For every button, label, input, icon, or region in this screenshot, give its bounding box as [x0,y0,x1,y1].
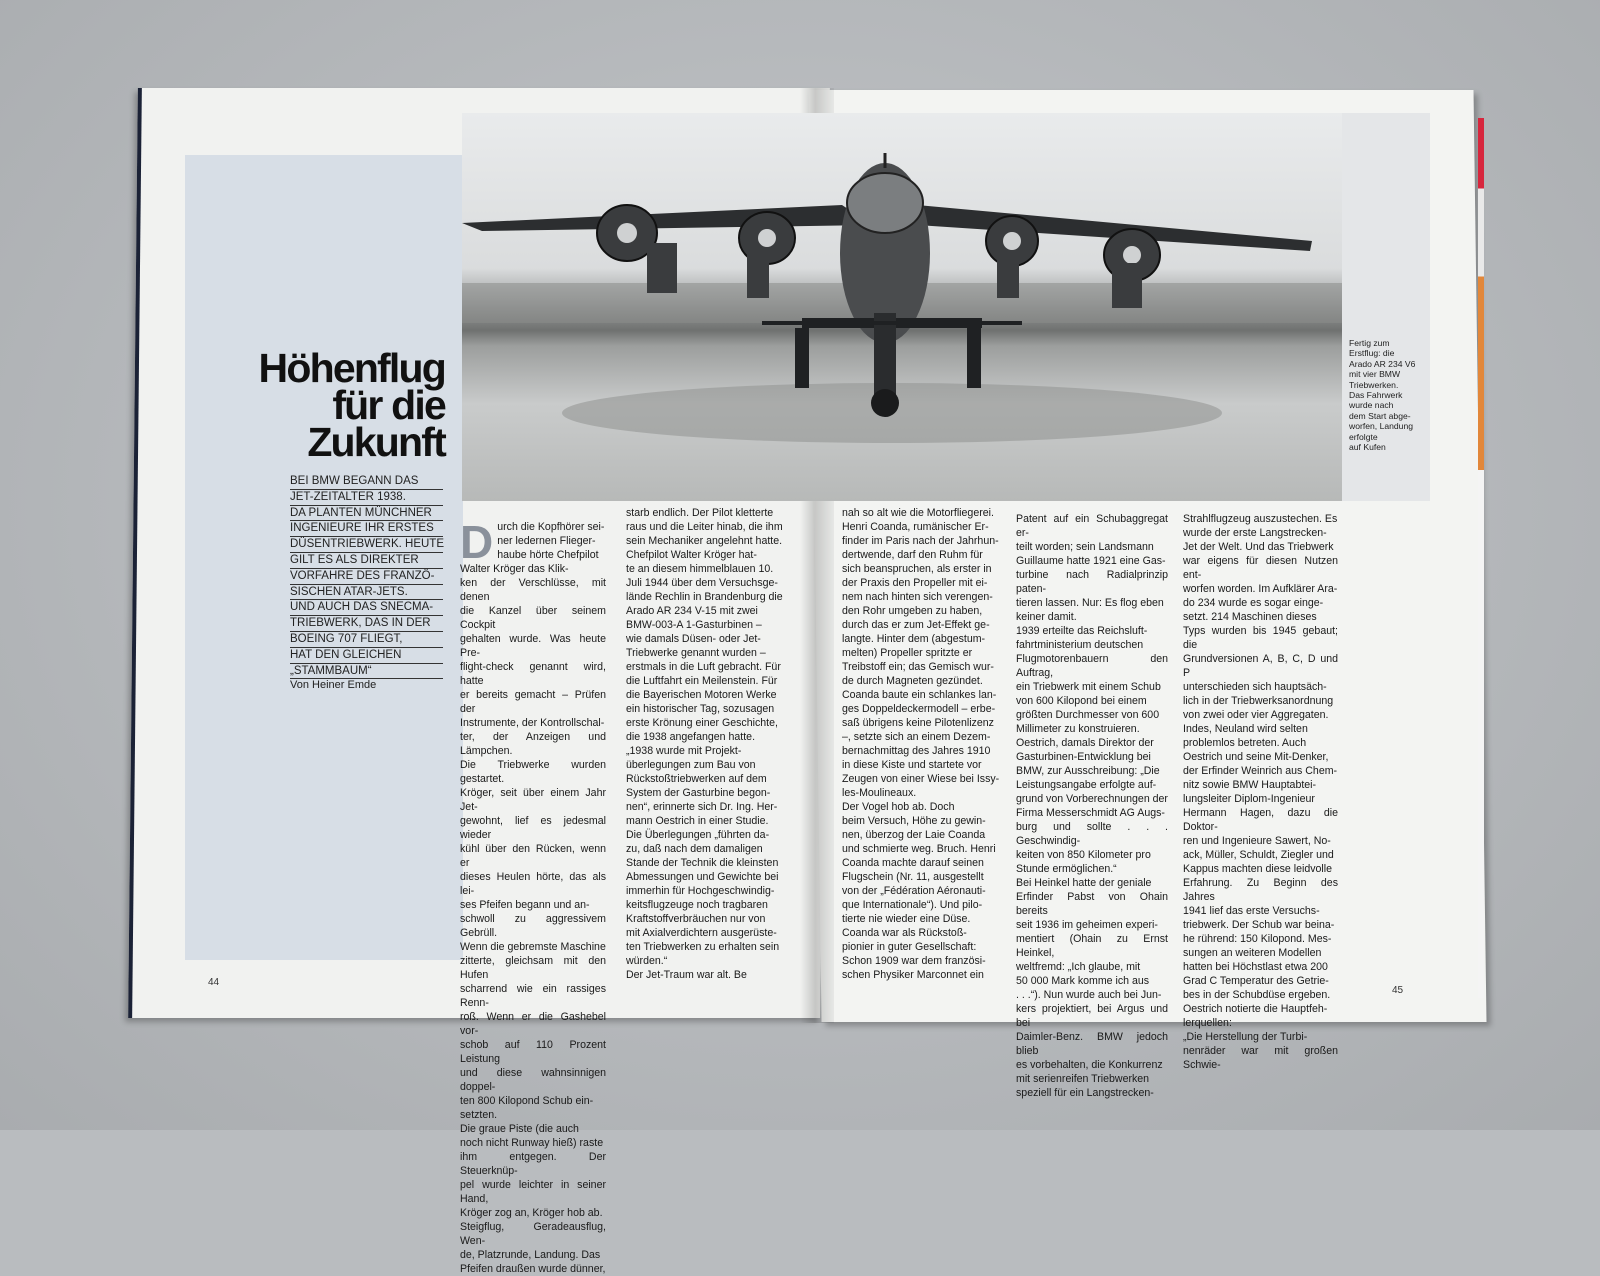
deck-line: VORFAHRE DES FRANZÖ- [290,569,443,585]
body-column-4: Patent auf ein Schubaggregat er- teilt worden; sein Landsmann Guillaume hatte 1921 eine Gas- turbine nach Radialprinzip paten- tieren lassen. Nur: Es flog eben keiner damit. 1939 erteilte das Reichsluft- fahrtministerium deutschen Flugmotorenbauern den Auftrag, ein Triebwerk mit einem Schub von 600 Kilopond bei einem größten Durchmesser von 600 Millimeter zu konstruieren. Oestrich, damals Direktor der Gasturbinen-Entwicklung bei BMW, zur Ausschreibung: „Die Leistungsangabe erfolgte auf- grund von Vorberechnungen der Firma Messerschmidt AG Augs- burg und sollte . . . Geschwindig- keiten von 850 Kilometer pro Stunde ermöglichen.“ Bei Heinkel hatte der geniale Erfinder Pabst von Ohain bereits seit 1936 im geheimen experi- mentiert (Ohain zu Ernst Heinkel, weltfremd: „Ich glaube, mit 50 000 Mark komme ich aus . . .“). Nun wurde auch bei Jun- kers projektiert, bei Argus und bei Daimler-Benz. BMW jedoch blieb es vorbehalten, die Konkurrenz mit serienreifen Triebwerken speziell für ein Langstrecken- [1016,513,1168,1099]
headline-line-1: Höhenflug [258,345,445,391]
photo-caption: Fertig zum Erstflug: die Arado AR 234 V6 mit vier BMW Triebwerken. Das Fahrwerk wurde nach dem Start abge- worfen, Landung erfolgte auf Kufen [1349,338,1416,453]
article-deck [290,474,443,679]
page-number-right: 45 [1392,985,1404,996]
deck-line: SISCHEN ATAR-JETS. [290,585,443,601]
deck-line: DA PLANTEN MÜNCHNER [290,506,443,522]
page-edges [1478,118,1484,998]
body-column-1 [460,506,606,1275]
deck-line: TRIEBWERK, DAS IN DER [290,616,443,632]
headline-line-3: Zukunft [307,419,445,465]
deck-line: JET-ZEITALTER 1938. [290,490,443,506]
body-column-3: nah so alt wie die Motorfliegerei. Henri Coanda, rumänischer Er- finder im Paris nach der Jahrhun- dertwende, darf den Ruhm für sich beanspruchen, als erster in der Praxis den Propeller mit ei- nem nach hinten sich verengen- den Rohr umgeben zu haben, durch das er zum Jet-Effekt ge- langte. Hinter dem (abgestum- melten) Propeller spritzte er Treibstoff ein; das Gemisch wur- de durch Magneten gezündet. Coanda baute ein schlankes lan- ges Doppeldeckermodell – erbe- saß übrigens keine Pilotenlizenz –, setzte sich an einem Dezem- bernachmittag des Jahres 1910 in diese Kiste und startete vor Zeugen von einer Wiese bei Issy- les-Moulineaux. Der Vogel hob ab. Doch beim Versuch, Höhe zu gewin- nen, überzog der Laie Coanda und schmierte weg. Bruch. Henri Coanda machte darauf seinen Flugschein (Nr. 11, ausgestellt von der „Fédération Aéronauti- que Internationale“). Und pilo- tierte nie wieder eine Düse. Coanda war als Rückstoß- pionier in guter Gesellschaft: Schon 1909 war dem französi- schen Physiker Marconnet ein [842,507,1000,981]
author-byline: Von Heiner Emde [290,679,377,691]
body-column-2: starb endlich. Der Pilot kletterte raus und die Leiter hinab, die ihm sein Mechaniker angelehnt hatte. Chefpilot Walter Kröger hat- te an diesem himmelblauen 10. Juli 1944 über dem Versuchsge- lände Rechlin in Brandenburg die Arado AR 234 V-15 mit zwei BMW-003-A 1-Gasturbinen – wie damals Düsen- oder Jet- Triebwerke genannt wurden – erstmals in die Luft gebracht. Für die Luftfahrt ein Meilenstein. Für die Bayerischen Motoren Werke ein historischer Tag, sozusagen erste Krönung einer Geschichte, die 1938 angefangen hatte. „1938 wurde mit Projekt- überlegungen zum Bau von Rückstoßtriebwerken auf dem System der Gasturbine begon- nen“, erinnerte sich Dr. Ing. Her- mann Oestrich in einer Studie. Die Überlegungen „führten da- zu, daß nach dem damaligen Stande der Technik die kleinsten Abmessungen und Gewichte bei immerhin für Hochgeschwindig- keitsflugzeuge noch tragbaren Kraftstoffverbräuchen nur von mit Axialverdichtern ausgerüste- ten Triebwerken zu erhalten sein würden.“ Der Jet-Traum war alt. Be [626,507,783,981]
deck-line: BEI BMW BEGANN DAS [290,474,443,490]
column-1-text: urch die Kopfhörer sei- ner ledernen Flieger- haube hörte Chefpilot Walter Kröger das Klik- ken der Verschlüsse, mit denen die Kanzel über seinem Cockpit gehalten wurde. Was heute Pre- flight-check genannt wird, hatte er bereits gemacht – Prüfen der Instrumente, der Kontrollschal- ter, der Anzeigen und Lämpchen. Die Triebwerke wurden gestartet. Kröger, seit über einem Jahr Jet- gewohnt, lief es jedesmal wieder kühl über den Rücken, wenn er dieses Heulen hörte, das als lei- ses Pfeifen begann und an- schwoll zu aggressivem Gebrüll. Wenn die gebremste Maschine zitterte, gleichsam mit den Hufen scharrend wie ein rassiges Renn- roß. Wenn er die Gashebel vor- schob auf 110 Prozent Leistung und diese wahnsinnigen doppel- ten 800 Kilopond Schub ein- setzten. Die graue Piste (die auch noch nicht Runway hieß) raste ihm entgegen. Der Steuerknüp- pel wurde leichter in seiner Hand, Kröger zog an, Kröger hob ab. Steigflug, Geradeausflug, Wen- de, Platzrunde, Landung. Das Pfeifen draußen wurde dünner, [460,521,606,1275]
headline-line-2: für die [332,382,445,428]
aircraft-photo [462,113,1342,501]
deck-line: HAT DEN GLEICHEN [290,648,443,664]
deck-line: DÜSENTRIEBWERK. HEUTE [290,537,443,553]
article-headline [200,345,445,465]
deck-line: BOEING 707 FLIEGT, [290,632,443,648]
deck-line: GILT ES ALS DIREKTER [290,553,443,569]
deck-line: INGENIEURE IHR ERSTES [290,521,443,537]
deck-line: UND AUCH DAS SNECMA- [290,600,443,616]
body-column-5: Strahlflugzeug auszustechen. Es wurde der erste Langstrecken- Jet der Welt. Und das Triebwerk war eigens für diesen Nutzen ent- worfen worden. Im Aufklärer Ara- do 234 wurde es sogar einge- setzt. 214 Maschinen dieses Typs wurden bis 1945 gebaut; die Grundversionen A, B, C, D und P unterschieden sich hauptsäch- lich in der Triebwerksanordnung von zwei oder vier Aggregaten. Indes, Neuland wird selten problemlos betreten. Auch Oestrich und seine Mit-Denker, der Erfinder Weinrich aus Chem- nitz sowie BMW Hauptabtei- lungsleiter Diplom-Ingenieur Hermann Hagen, dazu die Doktor- ren und Ingenieure Sawert, No- ack, Müller, Schuldt, Ziegler und Kappus machten diese leidvolle Erfahrung. Zu Beginn des Jahres 1941 lief das erste Versuchs- triebwerk. Der Schub war beina- he rührend: 150 Kilopond. Mes- sungen an weiteren Modellen hatten bei Höchstlast etwa 200 Grad C Temperatur des Getrie- bes in der Schubdüse ergeben. Oestrich notierte die Hauptfeh- lerquellen: „Die Herstellung der Turbi- nenräder war mit großen Schwie- [1183,513,1338,1071]
aircraft-illustration [462,113,1342,501]
deck-line: „STAMMBAUM“ [290,664,443,680]
drop-cap: D [460,516,494,568]
page-number-left: 44 [208,977,220,988]
